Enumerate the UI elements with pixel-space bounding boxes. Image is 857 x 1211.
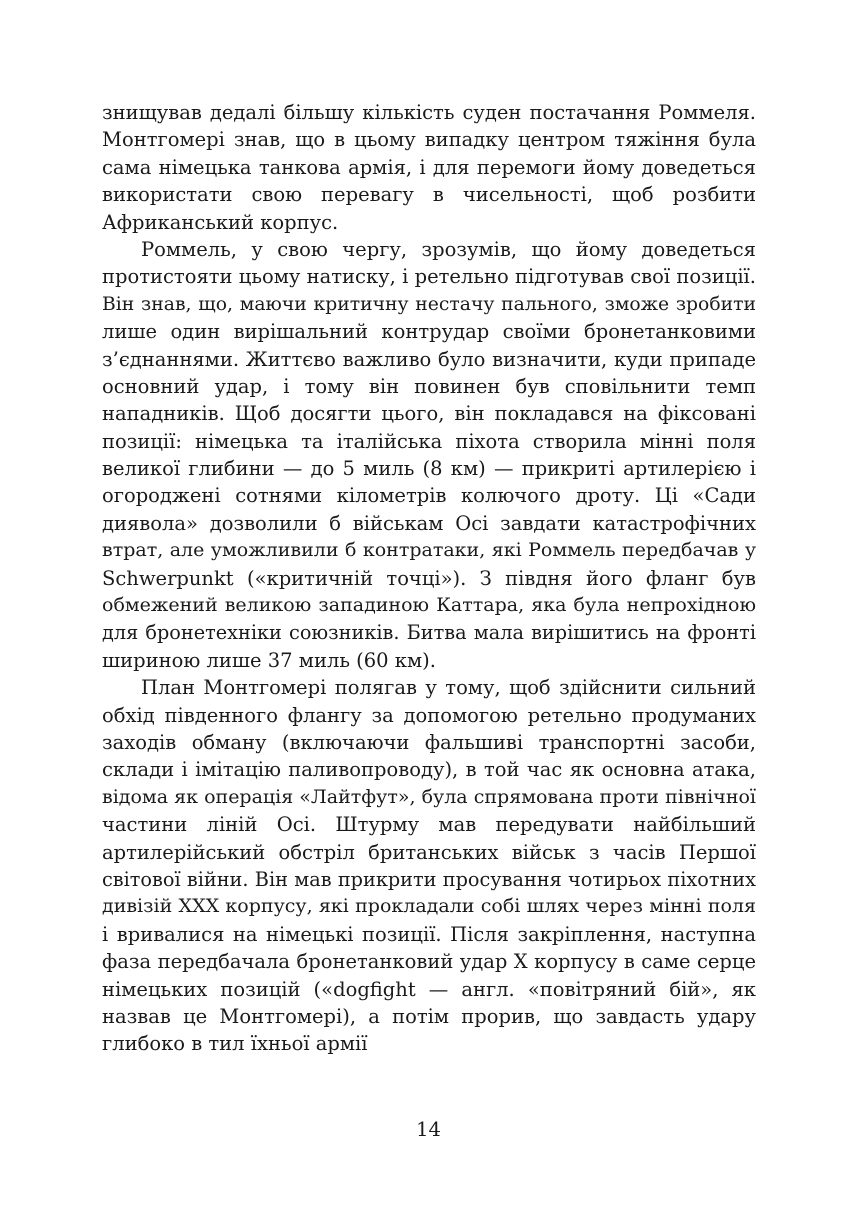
text-line: Роммель, у свою чергу, зрозумів, що йому доведеться (141, 237, 756, 261)
text-line: знищував дедалі більшу кількість суден постачання Роммеля. (102, 101, 756, 124)
text-line: німецьких позицій («dogfight — англ. «повітряний бій», як (102, 977, 756, 1001)
text-line: Монтгомері знав, що в цьому випадку центром тяжіння була (102, 128, 756, 152)
text-line: План Монтгомері полягав у тому, щоб здійснити сильний (141, 676, 756, 700)
text-line: сама німецька танкова армія, і для перемоги йому доведеться (102, 155, 756, 179)
text-line: для бронетехніки союзників. Битва мала вирішитись на фронті (102, 621, 756, 645)
text-line: з’єднаннями. Життєво важливо було визначити, куди припаде (102, 347, 756, 371)
text-line: відома як операція «Лайтфут», була спрямована проти північної (102, 785, 756, 808)
text-line: втрат, але уможливили б контратаки, які Роммель передбачав у (102, 539, 756, 562)
text-line: фаза передбачала бронетанковий удар X корпусу в саме серце (102, 950, 756, 974)
text-line: обмежений великою западиною Каттара, яка була непрохідною (102, 594, 756, 617)
text-line: шириною лише 37 миль (60 км). (102, 648, 436, 672)
text-line: дивізій XXX корпусу, які прокладали собі шлях через мінні поля (102, 895, 756, 918)
text-line: огороджені сотнями кілометрів колючого дроту. Ці «Сади (102, 484, 756, 508)
text-line: обхід південного флангу за допомогою ретельно продуманих (102, 703, 756, 727)
text-line: назвав це Монтгомері), а потім прорив, що завдасть удару (102, 1004, 756, 1028)
text-line: основний удар, і тому він повинен був сповільнити темп (102, 374, 756, 398)
text-line: частини ліній Осі. Штурму мав передувати найбільший (102, 813, 756, 837)
page-number: 14 (416, 1118, 441, 1141)
text-line: нападників. Щоб досягти цього, він покладався на фіксовані (102, 402, 756, 426)
text-line: використати свою перевагу в чисельності, щоб розбити (102, 183, 756, 207)
text-line: Schwerpunkt («критичній точці»). З півдня його фланг був (102, 566, 756, 590)
text-line: Він знав, що, маючи критичну нестачу пального, зможе зробити (102, 293, 756, 315)
text-line: і вривалися на німецькі позиції. Після закріплення, наступна (102, 922, 756, 946)
text-line: артилерійський обстріл британських військ з часів Першої (102, 840, 756, 864)
text-line: глибоко в тил їхньої армії (102, 1032, 368, 1056)
body-text (102, 99, 756, 1058)
text-line: склади і імітацію паливопроводу), в той час як основна атака, (102, 758, 756, 782)
text-line: великої глибини — до 5 миль (8 км) — прикриті артилерією і (102, 457, 756, 481)
text-line: диявола» дозволили б військам Осі завдати катастрофічних (102, 511, 756, 535)
text-line: світової війни. Він мав прикрити просування чотирьох піхотних (102, 867, 756, 891)
text-line: лише один вирішальний контрудар своїми бронетанковими (102, 320, 756, 344)
text-line: протистояти цьому натиску, і ретельно підготував свої позиції. (102, 265, 756, 289)
text-line: Африканський корпус. (102, 210, 339, 234)
text-line: позиції: німецька та італійська піхота створила мінні поля (102, 429, 756, 453)
text-line: заходів обману (включаючи фальшиві транспортні засоби, (102, 730, 756, 754)
